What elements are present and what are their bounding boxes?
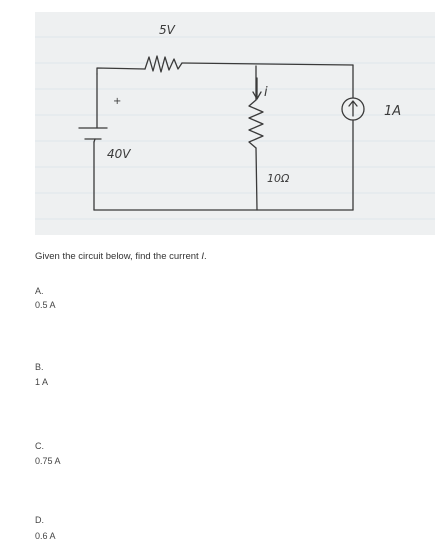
label-40v: 40V xyxy=(107,147,131,161)
circuit-photo xyxy=(35,12,435,235)
option-b-letter: B. xyxy=(35,362,44,372)
question-text: Given the circuit below, find the current I. xyxy=(35,251,207,262)
label-plus: + xyxy=(113,96,122,107)
label-i: i xyxy=(264,85,268,100)
question-variable: I xyxy=(201,251,204,262)
option-d-letter: D. xyxy=(35,515,44,525)
option-a-value[interactable]: 0.5 A xyxy=(35,300,56,310)
option-d-value[interactable]: 0.6 A xyxy=(35,531,56,541)
label-10ohm: 10Ω xyxy=(267,172,290,185)
option-c-letter: C. xyxy=(35,441,44,451)
option-b-value[interactable]: 1 A xyxy=(35,377,49,387)
label-5v: 5V xyxy=(159,23,175,37)
option-c-value[interactable]: 0.75 A xyxy=(35,456,61,466)
label-1a: 1A xyxy=(384,104,402,119)
option-a-letter: A. xyxy=(35,286,44,296)
